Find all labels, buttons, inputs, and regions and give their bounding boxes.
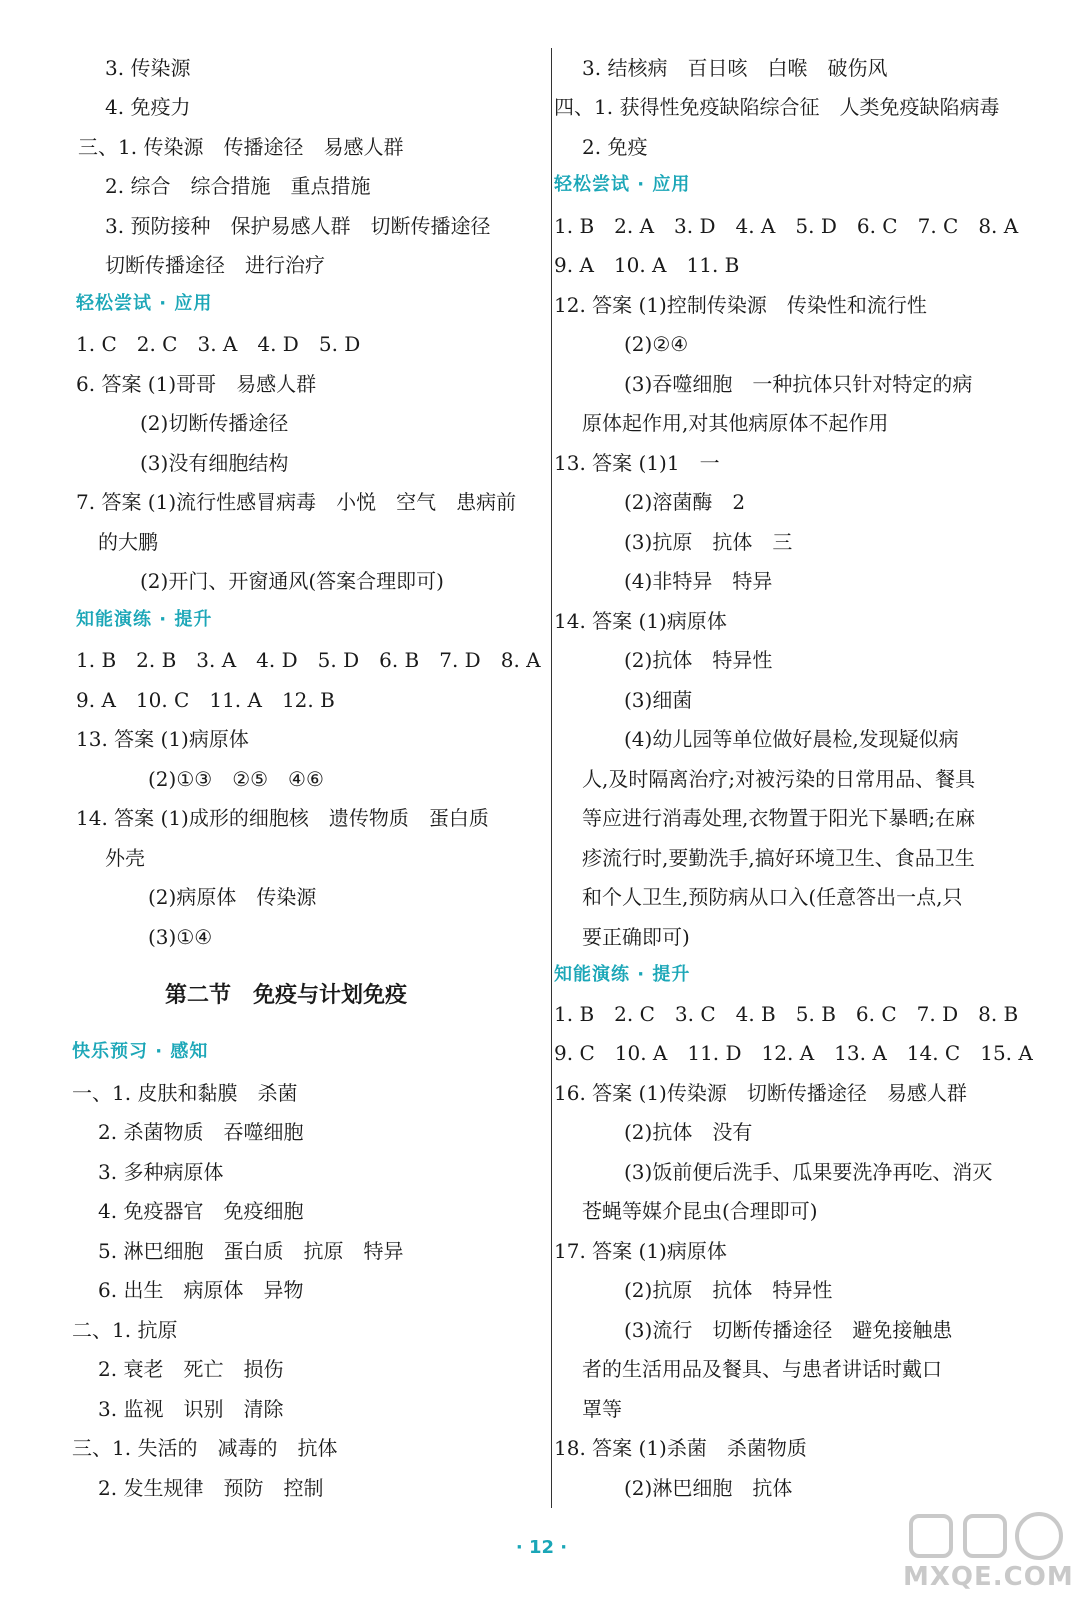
answer-line: 1. B 2. A 3. D 4. A 5. D 6. C 7. C 8. A: [554, 214, 1019, 238]
answer-line: (2)抗原 抗体 特异性: [624, 1278, 833, 1302]
answer-line: 3. 多种病原体: [98, 1160, 224, 1184]
answer-line: (2)抗体 没有: [624, 1120, 753, 1144]
section-label: 知能演练 · 提升: [554, 964, 691, 985]
answer-line: (3)饭前便后洗手、瓜果要洗净再吃、消灭: [624, 1160, 993, 1184]
answer-line: 2. 杀菌物质 吞噬细胞: [98, 1120, 304, 1144]
answer-line: 12. 答案 (1)控制传染源 传染性和流行性: [554, 293, 927, 317]
answer-line: (3)①④: [148, 925, 213, 949]
answer-line: 疹流行时,要勤洗手,搞好环境卫生、食品卫生: [582, 846, 975, 870]
answer-line: (3)没有细胞结构: [140, 451, 289, 475]
answer-line: 2. 发生规律 预防 控制: [98, 1476, 324, 1500]
answer-line: (4)非特异 特异: [624, 569, 773, 593]
answer-line: 一、1. 皮肤和黏膜 杀菌: [72, 1081, 298, 1105]
answer-line: (2)抗体 特异性: [624, 648, 773, 672]
answer-line: 1. B 2. B 3. A 4. D 5. D 6. B 7. D 8. A: [76, 648, 541, 672]
answer-line: 三、1. 失活的 减毒的 抗体: [72, 1436, 338, 1460]
answer-line: 的大鹏: [98, 530, 158, 554]
answer-line: 2. 免疫: [582, 135, 648, 159]
answer-line: 切断传播途径 进行治疗: [105, 253, 325, 277]
answer-line: 18. 答案 (1)杀菌 杀菌物质: [554, 1436, 807, 1460]
section-label: 快乐预习 · 感知: [72, 1041, 209, 1062]
answer-line: (2)淋巴细胞 抗体: [624, 1476, 793, 1500]
answer-line: (2)溶菌酶 2: [624, 490, 746, 514]
answer-line: (2)①③ ②⑤ ④⑥: [148, 767, 324, 791]
answer-line: 9. A 10. A 11. B: [554, 253, 740, 277]
subsection-heading: 第二节 免疫与计划免疫: [165, 983, 408, 1008]
answer-line: 1. C 2. C 3. A 4. D 5. D: [76, 332, 361, 356]
answer-line: 9. A 10. C 11. A 12. B: [76, 688, 335, 712]
section-label: 轻松尝试 · 应用: [76, 293, 213, 314]
answer-line: 13. 答案 (1)病原体: [76, 727, 249, 751]
section-label: 知能演练 · 提升: [76, 609, 213, 630]
answer-line: 16. 答案 (1)传染源 切断传播途径 易感人群: [554, 1081, 967, 1105]
answer-line: 3. 监视 识别 清除: [98, 1397, 284, 1421]
answer-line: 2. 衰老 死亡 损伤: [98, 1357, 284, 1381]
answer-line: 等应进行消毒处理,衣物置于阳光下暴晒;在麻: [582, 806, 976, 830]
answer-line: (3)抗原 抗体 三: [624, 530, 793, 554]
answer-line: 7. 答案 (1)流行性感冒病毒 小悦 空气 患病前: [76, 490, 517, 514]
page-number: · 12 ·: [515, 1537, 568, 1558]
answer-line: 人,及时隔离治疗;对被污染的日常用品、餐具: [582, 767, 976, 791]
answer-line: 二、1. 抗原: [72, 1318, 178, 1342]
answer-line: 4. 免疫力: [105, 95, 191, 119]
answer-line: (2)切断传播途径: [140, 411, 289, 435]
answer-line: (2)病原体 传染源: [148, 885, 317, 909]
answer-line: 1. B 2. C 3. C 4. B 5. B 6. C 7. D 8. B: [554, 1002, 1019, 1026]
watermark-logo: [903, 1510, 1073, 1592]
answer-line: 四、1. 获得性免疫缺陷综合征 人类免疫缺陷病毒: [554, 95, 1000, 119]
answer-line: (3)吞噬细胞 一种抗体只针对特定的病: [624, 372, 973, 396]
answer-line: 2. 综合 综合措施 重点措施: [105, 174, 371, 198]
watermark-icon: [903, 1510, 1073, 1562]
answer-line: 5. 淋巴细胞 蛋白质 抗原 特异: [98, 1239, 404, 1263]
answer-line: 6. 答案 (1)哥哥 易感人群: [76, 372, 317, 396]
answer-line: 三、1. 传染源 传播途径 易感人群: [78, 135, 404, 159]
answer-line: 14. 答案 (1)病原体: [554, 609, 727, 633]
answer-line: 要正确即可): [582, 925, 690, 949]
answer-line: 和个人卫生,预防病从口入(任意答出一点,只: [582, 885, 963, 909]
answer-line: 苍蝇等媒介昆虫(合理即可): [582, 1199, 818, 1223]
answer-line: 原体起作用,对其他病原体不起作用: [582, 411, 889, 435]
answer-line: (2)开门、开窗通风(答案合理即可): [140, 569, 444, 593]
answer-line: (4)幼儿园等单位做好晨检,发现疑似病: [624, 727, 959, 751]
answer-line: 9. C 10. A 11. D 12. A 13. A 14. C 15. A: [554, 1041, 1033, 1065]
answer-line: 6. 出生 病原体 异物: [98, 1278, 304, 1302]
section-label: 轻松尝试 · 应用: [554, 174, 691, 195]
answer-line: 3. 结核病 百日咳 白喉 破伤风: [582, 56, 888, 80]
answer-line: 13. 答案 (1)1 一: [554, 451, 720, 475]
watermark-text: MXQE.COM: [903, 1562, 1074, 1592]
answer-line: 14. 答案 (1)成形的细胞核 遗传物质 蛋白质: [76, 806, 489, 830]
answer-line: (2)②④: [624, 332, 689, 356]
answer-line: 者的生活用品及餐具、与患者讲话时戴口: [582, 1357, 942, 1381]
answer-line: (3)流行 切断传播途径 避免接触患: [624, 1318, 953, 1342]
answer-line: 罩等: [582, 1397, 622, 1421]
answer-line: 4. 免疫器官 免疫细胞: [98, 1199, 304, 1223]
answer-line: 3. 传染源: [105, 56, 191, 80]
column-divider: [551, 48, 552, 1508]
answer-line: 17. 答案 (1)病原体: [554, 1239, 727, 1263]
answer-line: 3. 预防接种 保护易感人群 切断传播途径: [105, 214, 491, 238]
answer-line: (3)细菌: [624, 688, 693, 712]
answer-line: 外壳: [105, 846, 145, 870]
